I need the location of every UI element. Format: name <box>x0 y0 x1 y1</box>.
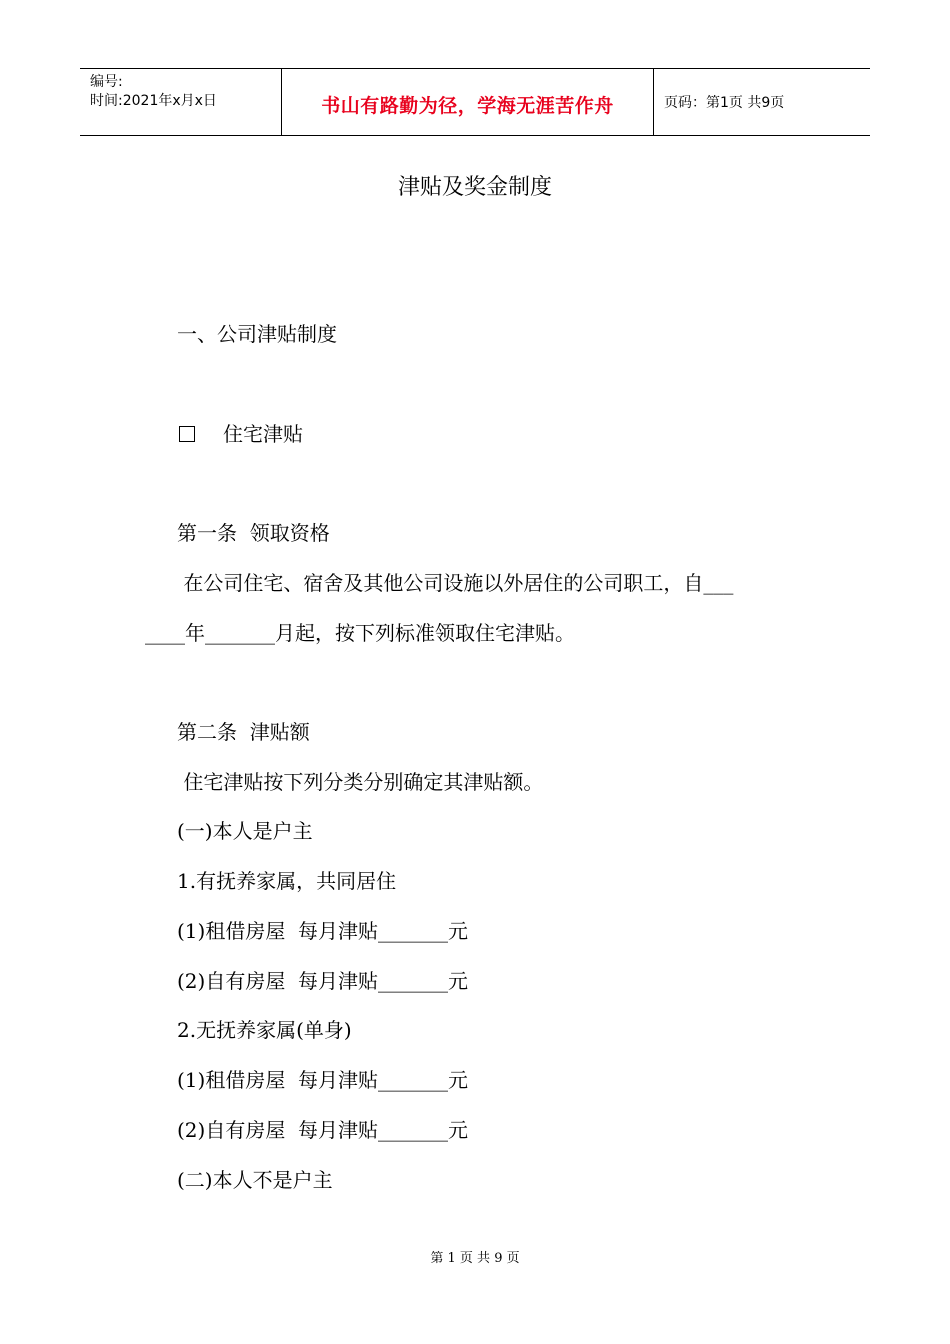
category-1-item-2-a: (1)租借房屋 每月津贴_______元 <box>177 1068 469 1092</box>
article-1-title: 第一条 领取资格 <box>177 521 330 545</box>
article-1-paragraph-cont: ____年_______月起，按下列标准领取住宅津贴。 <box>145 621 575 645</box>
category-1-item-1-a: (1)租借房屋 每月津贴_______元 <box>177 919 469 943</box>
housing-subheading <box>177 421 303 447</box>
article-1-paragraph: 在公司住宅、宿舍及其他公司设施以外居住的公司职工，自___ <box>177 571 734 595</box>
date-label: 时间:2021年x月x日 <box>90 93 217 109</box>
motto-text: 书山有路勤为径，学海无涯苦作舟 <box>321 94 614 117</box>
page-footer: 第 1 页 共 9 页 <box>430 1251 520 1266</box>
header-meta-cell <box>80 69 282 135</box>
section-heading: 一、公司津贴制度 <box>177 322 337 346</box>
housing-label: 住宅津贴 <box>223 422 303 446</box>
checkbox-icon <box>179 426 195 442</box>
category-1-item-2-b: (2)自有房屋 每月津贴_______元 <box>177 1118 469 1142</box>
article-2-paragraph: 住宅津贴按下列分类分别确定其津贴额。 <box>177 770 544 794</box>
category-1-item-1-b: (2)自有房屋 每月津贴_______元 <box>177 969 469 993</box>
article-2-title: 第二条 津贴额 <box>177 720 310 744</box>
document-header <box>80 68 870 136</box>
category-1-item-1: 1.有抚养家属，共同居住 <box>177 869 397 893</box>
category-1: (一)本人是户主 <box>177 819 313 843</box>
page-info: 页码：第1页 共9页 <box>664 95 785 111</box>
category-1-item-2: 2.无抚养家属(单身) <box>177 1018 352 1042</box>
header-page-cell <box>654 69 870 135</box>
code-label: 编号: <box>90 74 123 90</box>
header-motto-cell <box>282 69 654 135</box>
document-title: 津贴及奖金制度 <box>397 175 552 200</box>
category-2: (二)本人不是户主 <box>177 1168 333 1192</box>
